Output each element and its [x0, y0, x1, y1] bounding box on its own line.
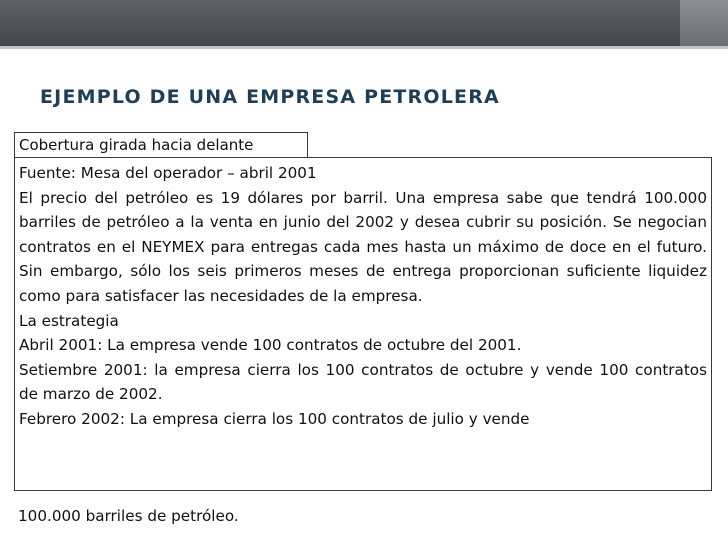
content-box [14, 157, 712, 491]
description-paragraph: El precio del petróleo es 19 dólares por barril. Una empresa sabe que tendrá 100.000 barriles de petróleo a la venta en junio del 2002 y desea cubrir su posición. Se negocian contratos en el NEYMEX para entregas cada mes hasta un máximo de doce en el futuro. Sin embargo, sólo los seis primeros meses de entrega proporcionan suficiente liquidez como para satisfacer las necesidades de la empresa. [19, 188, 707, 305]
header-divider [0, 46, 728, 49]
header-accent [680, 0, 728, 46]
header-bar [0, 0, 728, 46]
slide-title: EJEMPLO DE UNA EMPRESA PETROLERA [40, 86, 500, 108]
strategy-step-2: Setiembre 2001: la empresa cierra los 100 contratos de octubre y vende 100 contratos de marzo de 2002. [19, 360, 707, 404]
strategy-step-3-end: 100.000 barriles de petróleo. [18, 507, 239, 525]
strategy-step-1: Abril 2001: La empresa vende 100 contratos de octubre del 2001. [19, 336, 522, 355]
subtitle-box: Cobertura girada hacia delante [14, 132, 308, 158]
strategy-heading: La estrategia [19, 311, 119, 330]
strategy-step-3: Febrero 2002: La empresa cierra los 100 contratos de julio y vende [19, 409, 530, 428]
source-line: Fuente: Mesa del operador – abril 2001 [19, 164, 317, 182]
